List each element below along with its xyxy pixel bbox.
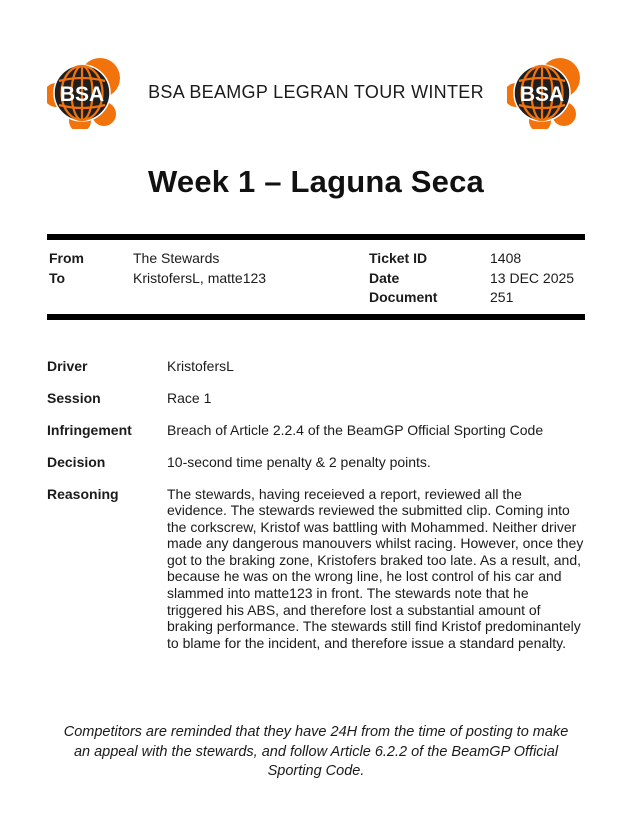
date-label: Date: [369, 269, 400, 286]
divider-bar-bottom: [47, 314, 585, 320]
meta-row-to: [49, 269, 369, 289]
bsa-logo-text: BSA: [519, 83, 565, 106]
masthead: [47, 0, 585, 129]
meta-row-from: [49, 249, 369, 269]
detail-row-reasoning: [47, 486, 585, 652]
to-label: To: [49, 269, 66, 286]
meta-row-date: [369, 269, 583, 289]
series-title: BSA BEAMGP LEGRAN TOUR WINTER: [148, 81, 484, 102]
from-label: From: [49, 250, 84, 266]
detail-row-session: [47, 390, 585, 407]
reasoning-value: The stewards, having receieved a report, reviewed all the evidence. The stewards reviewed the submitted clip. Coming into the corkscrew, Kristof was battling with Mohammed. Neither driver made any dangerous manouvers whilst racing. However, once they got to the braking zone, Kristofers braked too late. As a result, and, because he was on the wrong line, he lost control of his car and slammed into matte123 in front. The stewards note that he triggered his ABS, and therefore lost a substantial amount of braking performance. The stewards still find Kristof predominantely to blame for the incident, and therefore issue a standard penalty.: [167, 485, 584, 651]
meta-row-ticket-id: [369, 249, 583, 269]
bsa-globe-logo-left: [47, 55, 125, 129]
ticket-id-value: 1408: [490, 250, 522, 266]
document-number-value: 251: [490, 289, 514, 305]
meta-document-info: [369, 249, 583, 308]
to-value: KristofersL, matte123: [133, 269, 267, 286]
details-section: [47, 358, 585, 652]
bsa-globe-logo-right: [507, 55, 585, 129]
document-title: Week 1 – Laguna Seca: [148, 164, 484, 199]
meta-correspondents: [49, 249, 369, 308]
reasoning-label: Reasoning: [47, 485, 119, 502]
meta-row-document: [369, 288, 583, 308]
appeal-reminder-note: Competitors are reminded that they have 24H from the time of posting to make an appeal with the stewards, and follow Article 6.2.2 of the BeamGP Official Sporting Code.: [63, 724, 569, 780]
infringement-label: Infringement: [47, 421, 132, 438]
driver-value: KristofersL: [167, 357, 234, 374]
detail-row-driver: [47, 358, 585, 375]
session-value: Race 1: [167, 389, 212, 406]
detail-row-infringement: [47, 422, 585, 439]
session-label: Session: [47, 389, 101, 406]
driver-label: Driver: [47, 357, 88, 374]
decision-value: 10-second time penalty & 2 penalty points.: [167, 453, 431, 470]
detail-row-decision: [47, 454, 585, 471]
decision-label: Decision: [47, 453, 106, 470]
date-value: 13 DEC 2025: [490, 269, 575, 286]
meta-grid: [47, 240, 585, 314]
document-number-label: Document: [369, 289, 438, 305]
bsa-logo-text: BSA: [59, 83, 105, 106]
from-value: The Stewards: [133, 250, 220, 266]
infringement-value: Breach of Article 2.2.4 of the BeamGP Official Sporting Code: [167, 421, 544, 438]
ticket-id-label: Ticket ID: [369, 250, 428, 266]
meta-section: [47, 234, 585, 320]
